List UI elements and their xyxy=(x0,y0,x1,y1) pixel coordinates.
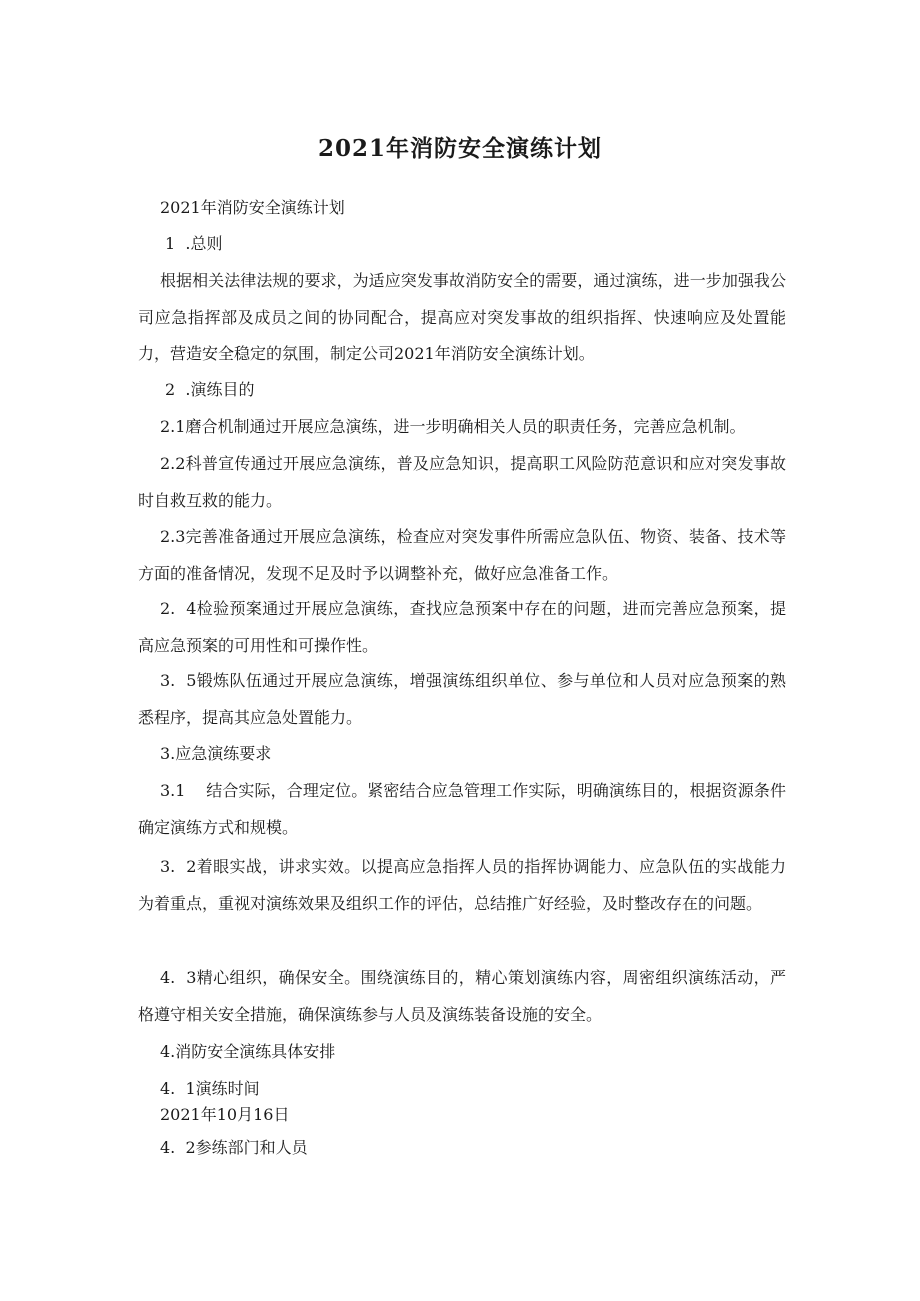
document-title: 2021年消防安全演练计划 xyxy=(317,135,602,162)
section-2-1: 2.1磨合机制通过开展应急演练，进一步明确相关人员的职责任务，完善应急机制。 xyxy=(160,417,746,436)
section-2-3: 2.3完善准备通过开展应急演练，检查应对突发事件所需应急队伍、物资、装备、技术等方面的准备情况，发现不足及时予以调整补充，做好应急准备工作。 xyxy=(138,527,786,583)
section-1-paragraph: 根据相关法律法规的要求，为适应突发事故消防安全的需要，通过演练，进一步加强我公司应急指挥部及成员之间的协同配合，提高应对突发事故的组织指挥、快速响应及处置能力，营造安全稳定的氛围，制定公司2021年消防安全演练计划。 xyxy=(138,271,786,363)
section-1-heading: 1 .总则 xyxy=(165,234,223,253)
section-4-heading: 4.消防安全演练具体安排 xyxy=(160,1042,336,1061)
section-3-1: 3.1 结合实际，合理定位。紧密结合应急管理工作实际，明确演练目的，根据资源条件确定演练方式和规模。 xyxy=(138,781,786,837)
section-3-2: 3. 2着眼实战，讲求实效。以提高应急指挥人员的指挥协调能力、应急队伍的实战能力为着重点，重视对演练效果及组织工作的评估，总结推广好经验，及时整改存在的问题。 xyxy=(138,857,786,913)
section-2-5: 3. 5锻炼队伍通过开展应急演练，增强演练组织单位、参与单位和人员对应急预案的熟悉程序，提高其应急处置能力。 xyxy=(138,671,786,727)
section-2-2: 2.2科普宣传通过开展应急演练，普及应急知识，提高职工风险防范意识和应对突发事故时自救互救的能力。 xyxy=(138,454,786,510)
section-2-4: 2. 4检验预案通过开展应急演练，查找应急预案中存在的问题，进而完善应急预案，提高应急预案的可用性和可操作性。 xyxy=(138,599,786,655)
document-subtitle: 2021年消防安全演练计划 xyxy=(160,198,345,217)
section-3-heading: 3.应急演练要求 xyxy=(160,744,272,763)
section-4-2: 4. 2参练部门和人员 xyxy=(160,1138,308,1157)
section-4-1: 4. 1演练时间 xyxy=(160,1079,260,1098)
section-3-3: 4. 3精心组织，确保安全。围绕演练目的，精心策划演练内容，周密组织演练活动，严格遵守相关安全措施，确保演练参与人员及演练装备设施的安全。 xyxy=(138,968,786,1024)
section-4-1-date: 2021年10月16日 xyxy=(160,1105,290,1124)
section-2-heading: 2 .演练目的 xyxy=(165,380,255,399)
